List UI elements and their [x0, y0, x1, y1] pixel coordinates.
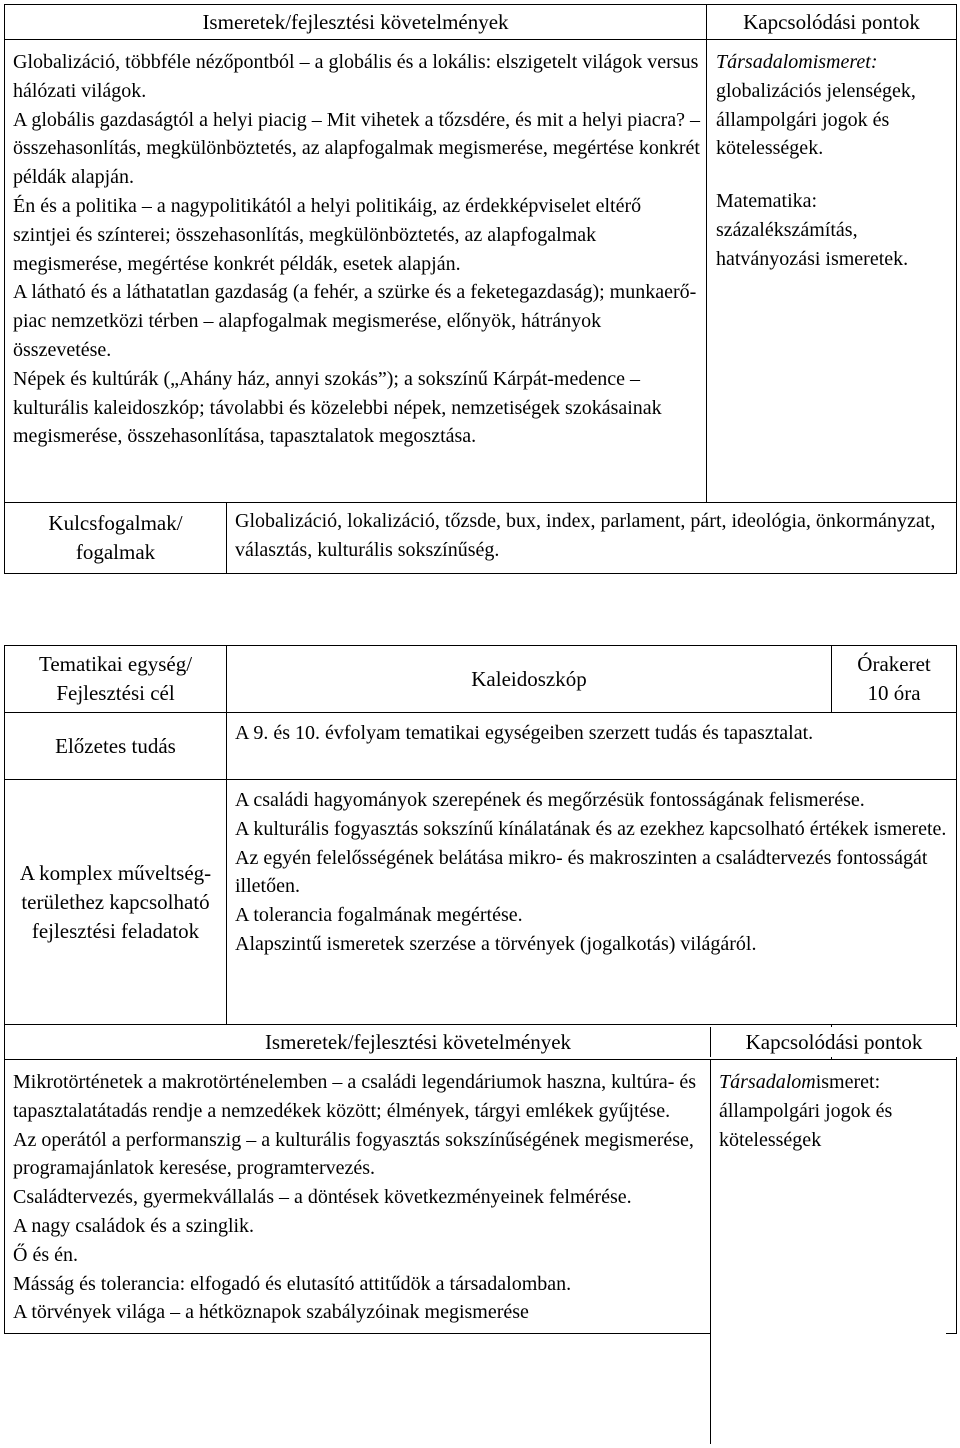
prior-knowledge-text: A 9. és 10. évfolyam tematikai egységeiben szerzett tudás és tapasztalat.	[227, 713, 957, 780]
task-item: A családi hagyományok szerepének és megőrzésük fontosságának felismerése.	[235, 789, 865, 811]
requirement-paragraph: A nagy családok és a szinglik.	[13, 1214, 255, 1237]
connection-title: Matematika:	[716, 190, 818, 213]
hours-cell	[832, 646, 957, 713]
requirement-paragraph: A látható és a láthatatlan gazdaság (a fehér, a szürke és a feketegazdaság); munkaerő-piac nemzetközi térben – alapfogalmak megismerése, előnyök, hátrányok összevetése.	[13, 281, 697, 361]
requirements-body	[5, 1060, 832, 1334]
prior-knowledge-label: Előzetes tudás	[5, 713, 227, 780]
connection-title: Társadalomismeret:	[716, 51, 878, 73]
requirement-paragraph: A globális gazdaságtól a helyi piacig – Mit vihetek a tőzsdére, és mit a helyi piacra? – összehasonlítás, megkülönböztetés, az alapfogalmak megismerése, megértése konkrét példák alapján.	[13, 108, 701, 189]
connections-header: Kapcsolódási pontok	[707, 5, 957, 40]
connections-body-overlay	[710, 1060, 946, 1444]
task-item: Az egyén felelősségének belátása mikro- és makroszinten a családtervezés fontosságát illetően.	[235, 846, 928, 898]
requirement-paragraph: Családtervezés, gyermekvállalás – a döntések következményeinek felmérése.	[13, 1186, 632, 1209]
requirement-paragraph: A törvények világa – a hétköznapok szabályzóinak megismerése	[13, 1301, 529, 1324]
requirements-table-1	[4, 4, 957, 574]
connection-title-rest: ismeret:	[815, 1071, 881, 1093]
requirement-paragraph: Globalizáció, többféle nézőpontból – a globális és a lokális: elszigetelt világok versus hálózati világok.	[13, 51, 699, 102]
requirements-header: Ismeretek/fejlesztési követelmények	[5, 5, 707, 40]
requirement-paragraph: Az operától a performanszig – a kulturális fogyasztás sokszínűségének megismerése, programajánlatok keresése, programtervezés.	[13, 1128, 694, 1180]
tasks-body	[227, 780, 957, 1025]
keywords-text: Globalizáció, lokalizáció, tőzsde, bux, index, parlament, párt, ideológia, önkormányzat, választás, kulturális sokszínűség.	[227, 503, 957, 574]
task-item: A kulturális fogyasztás sokszínű kínálatának és az ezekhez kapcsolható értékek ismerete.	[235, 817, 947, 840]
task-item: Alapszintű ismeretek szerzése a törvények (jogalkotás) világáról.	[235, 932, 757, 955]
requirement-paragraph: Én és a politika – a nagypolitikától a helyi politikáig, az érdekképviselet eltérő szintjei és színterei; összehasonlítás, megkülönböztetés, az alapfogalmak megismerése, megértése konkrét példák, esetek alapján.	[13, 194, 642, 275]
connections-body	[707, 40, 957, 503]
hours-label: Órakeret	[857, 652, 931, 676]
requirement-paragraph: Ő és én.	[13, 1243, 78, 1266]
requirements-header: Ismeretek/fejlesztési követelmények	[5, 1025, 832, 1060]
requirement-paragraph: Népek és kultúrák („Ahány ház, annyi szokás”); a sokszínű Kárpát-medence – kulturális kaleidoszkóp; távolabbi és közelebbi népek, nemzetiségek szokásainak megismerése, összehasonlítása, tapasztalatok megosztása.	[13, 367, 662, 448]
unit-label: Tematikai egység/ Fejlesztési cél	[5, 646, 227, 713]
connection-text: globalizációs jelenségek, állampolgári jogok és kötelességek.	[716, 79, 916, 160]
requirements-body	[5, 40, 707, 503]
connection-title-italic: Társadalom	[719, 1071, 816, 1093]
connections-header-overlay: Kapcsolódási pontok	[710, 1027, 957, 1057]
hours-value: 10 óra	[867, 681, 921, 705]
unit-title: Kaleidoszkóp	[227, 646, 832, 713]
keywords-label: Kulcsfogalmak/ fogalmak	[5, 503, 227, 574]
requirement-paragraph: Mikrotörténetek a makrotörténelemben – a családi legendáriumok haszna, kultúra- és tapasztalatátadás rendje a nemzedékek között; élmények, tárgyi emlékek gyűjtése.	[13, 1071, 697, 1122]
connection-text: százalékszámítás, hatványozási ismeretek.	[716, 218, 909, 270]
task-item: A tolerancia fogalmának megértése.	[235, 904, 523, 927]
tasks-label: A komplex műveltség-területhez kapcsolható fejlesztési feladatok	[5, 780, 227, 1025]
requirement-paragraph: Másság és tolerancia: elfogadó és elutasító attitűdök a társadalomban.	[13, 1272, 572, 1295]
connection-text: állampolgári jogok és kötelességek	[719, 1099, 893, 1151]
